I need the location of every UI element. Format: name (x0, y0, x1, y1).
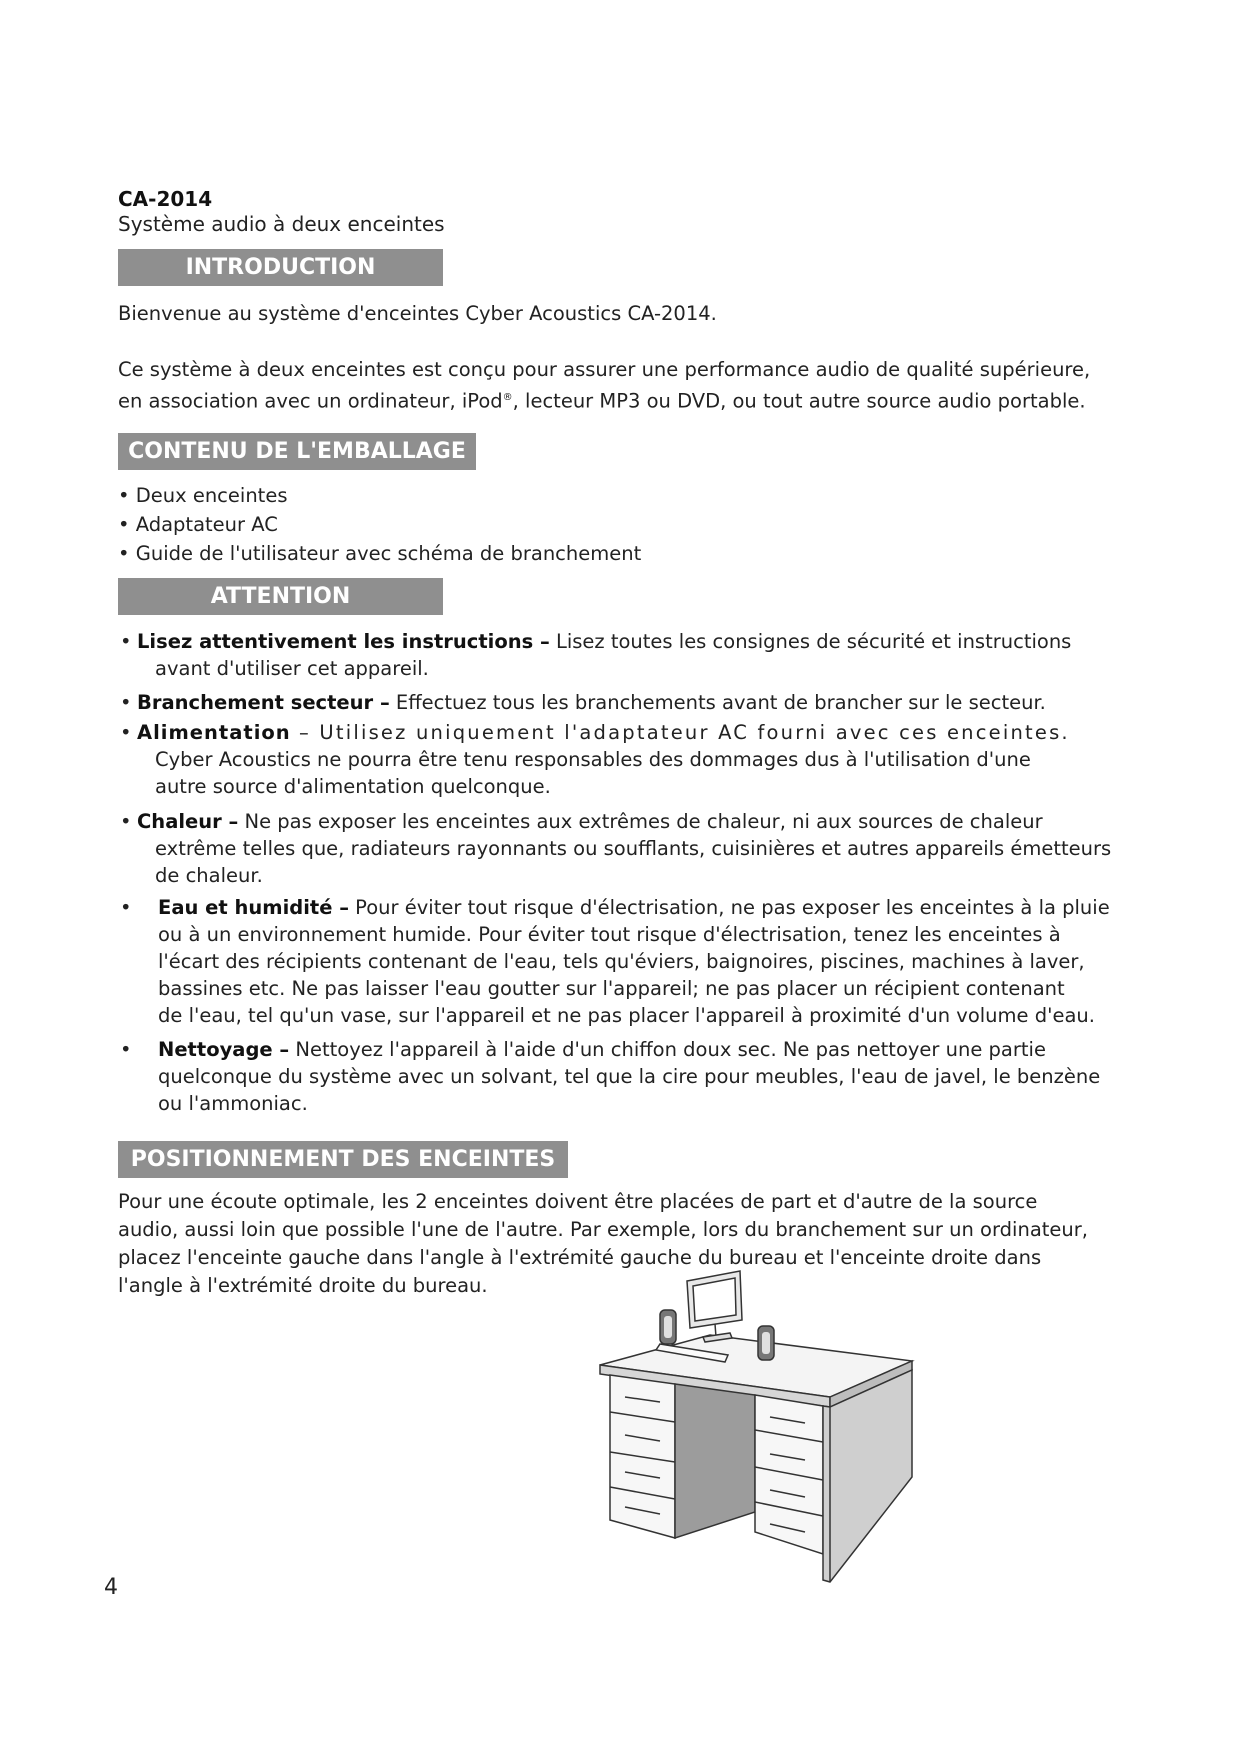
knee-space (675, 1384, 755, 1538)
page-number: 4 (104, 1575, 118, 1600)
bullet: • (120, 691, 132, 714)
package-item: • Guide de l'utilisateur avec schéma de branchement (118, 542, 642, 565)
manual-page: CA-2014 Système audio à deux enceintes INTRODUCTION Bienvenue au système d'enceintes Cyber Acoustics CA-2014. Ce système à deux enceintes est conçu pour assurer une performance audio de qualité supérieure, en association avec un ordinateur, iPod®, lecteur MP3 ou DVD, ou tout autre source audio portable. CONTENU DE L'EMBALLAGE • Deux enceintes • Adaptateur AC • Guide de l'utilisateur avec schéma de branchement ATTENTION • Lisez attentivement les instructions – Lisez toutes les consignes de sécurité et instructions avant d'utiliser cet appareil. • Branchement secteur – Effectuez tous les branchements avant de brancher sur le secteur. • Alimentation – Utilisez uniquement l'adaptateur AC fourni avec ces enceintes. Cyber Acoustics ne pourra être tenu responsables des dommages dus à l'utilisation d'une autre source d'alimentation quelconque. • Chaleur – Ne pas exposer les enceintes aux extrêmes de chaleur, ni aux sources de chaleur extrême telles que, radiateurs rayonnants ou soufflants, cuisinières et autres appareils émetteurs de chaleur. • Eau et humidité – Pour éviter tout risque d'électrisation, ne pas exposer les enceintes à la pluie ou à un environnement humide. Pour éviter tout risque d'électrisation, tenez les enceintes à l'écart des récipients contenant de l'eau, tels qu'éviers, baignoires, piscines, machines à laver, bassines etc. Ne pas laisser l'eau goutter sur l'appareil; ne pas placer un récipient contenant de l'eau, tel qu'un vase, sur l'appareil et ne pas placer l'appareil à proximité d'un volume d'eau. • Nettoyage – Nettoyez l'appareil à l'aide d'un chiffon doux sec. Ne pas nettoyer une partie quelconque du système avec un solvant, tel que la cire pour meubles, l'eau de javel, le benzène ou l'ammoniac. POSITIONNEMENT DES ENCEINTES Pour une écoute optimale, les 2 enceintes doivent être placées de part et d'autre de la source audio, aussi loin que possible l'une de l'autre. Par exemple, lors du branchement sur un ordinateur, placez l'enceinte gauche dans l'angle à l'extrémité gauche du bureau et l'enceinte droite dans l'angle à l'extrémité droite du bureau. 4 (0, 0, 1241, 1754)
bullet: • (118, 542, 130, 565)
product-subtitle: Système audio à deux enceintes (118, 212, 445, 236)
section-header-introduction: INTRODUCTION (118, 249, 443, 286)
model-number: CA-2014 (118, 187, 213, 211)
bullet: • (120, 630, 132, 653)
bullet: • (118, 484, 130, 507)
bullet: • (120, 896, 132, 919)
package-item: • Adaptateur AC (118, 513, 278, 536)
package-item: • Deux enceintes (118, 484, 288, 507)
intro-line-2b: , lecteur MP3 ou DVD, ou tout autre source audio portable. (512, 389, 1086, 413)
section-header-package: CONTENU DE L'EMBALLAGE (118, 433, 476, 470)
right-pedestal (755, 1395, 823, 1554)
positioning-text: Pour une écoute optimale, les 2 enceintes doivent être placées de part et d'autre de la source audio, aussi loin que possible l'une de l'autre. Par exemple, lors du branchement sur un ordinateur, placez l'enceinte gauche dans l'angle à l'extrémité gauche du bureau et l'enceinte droite dans l'angle à l'extrémité droite du bureau. (118, 1190, 1088, 1297)
bullet: • (120, 721, 132, 744)
section-header-attention: ATTENTION (118, 578, 443, 615)
intro-line-2a: en association avec un ordinateur, iPod (118, 389, 503, 413)
bullet: • (120, 810, 132, 833)
intro-welcome: Bienvenue au système d'enceintes Cyber Acoustics CA-2014. (118, 302, 717, 325)
section-header-positioning: POSITIONNEMENT DES ENCEINTES (118, 1141, 568, 1178)
bullet: • (120, 1038, 132, 1061)
desk-illustration (590, 1262, 990, 1602)
intro-description (118, 356, 1138, 416)
registered-mark: ® (502, 392, 513, 403)
bullet: • (118, 513, 130, 536)
intro-line-1: Ce système à deux enceintes est conçu pour assurer une performance audio de qualité supérieure, (118, 358, 1091, 381)
